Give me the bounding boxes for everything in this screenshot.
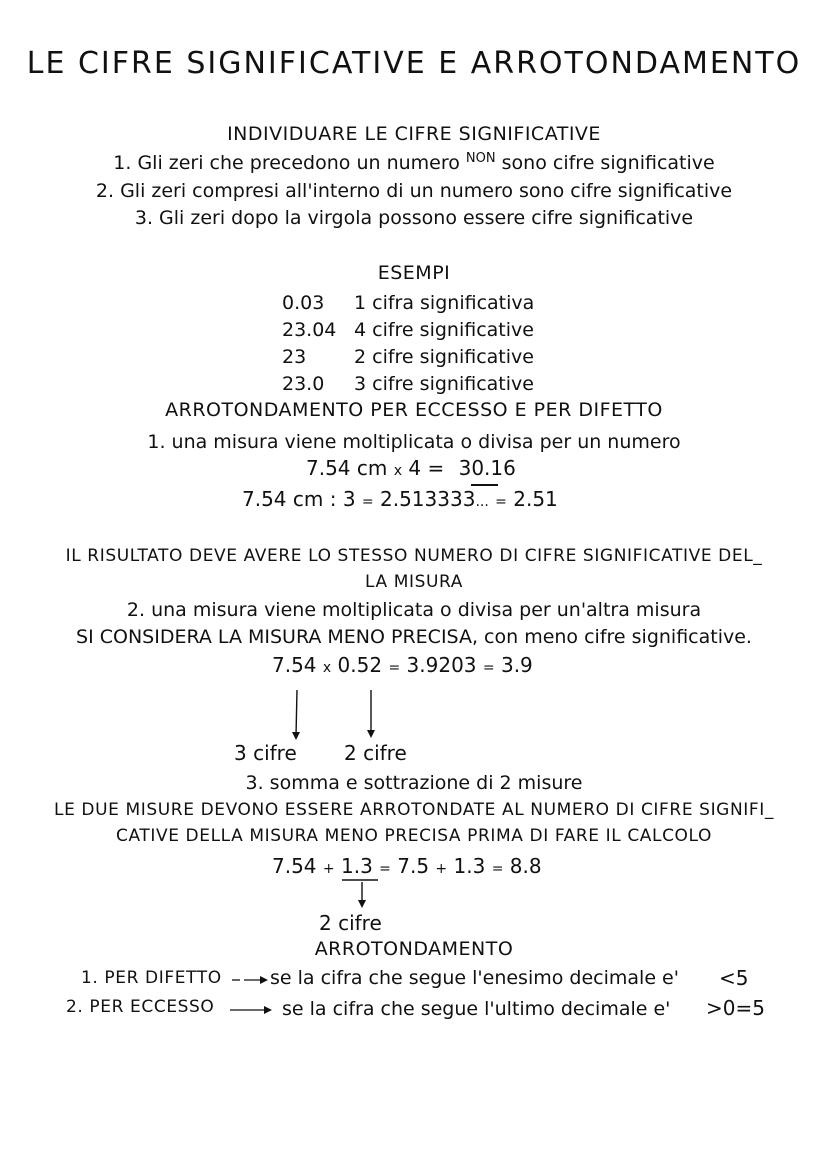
rule-3: 3. Gli zeri dopo la virgola possono essere cifre significative [134,207,694,229]
case-3: 3. somma e sottrazione di 2 misure [245,772,583,794]
equation-3-c: 3.9203 [406,653,477,677]
rule-1-text-b: sono cifre significative [501,152,715,174]
rule-2: 2. Gli zeri compresi all'interno di un numero sono cifre significative [95,180,733,202]
equation-2-a: 7.54 cm : 3 [242,487,356,511]
rounding-rule-2-label: 2. PER ECCESSO [66,997,215,1017]
equation-3-a: 7.54 [272,653,317,677]
note-line-2: LA MISURA [365,572,463,592]
example-description: 4 cifre significative [354,319,534,341]
equation-4-a: 7.54 [272,854,317,878]
page-title: LE CIFRE SIGNIFICATIVE E ARROTONDAMENTO [26,46,802,81]
example-number: 23.04 [282,319,337,341]
rule-1-non: NON [465,151,496,166]
label-2-cifre: 2 cifre [344,741,407,765]
examples-heading: ESEMPI [377,262,451,284]
repeating-decimal-bar [471,484,498,486]
arrow-right-icon [228,1003,274,1017]
example-number: 23.0 [282,373,325,395]
equation-1-a: 7.54 cm [306,456,388,480]
equation-4-b: 1.3 [340,854,373,878]
rounding-rule-1-condition: <5 [719,966,749,990]
example-description: 1 cifra significativa [354,292,535,314]
label-3-cifre: 3 cifre [234,741,297,765]
equals-sign: = [379,861,391,877]
case-2-note: SI CONSIDERA LA MISURA MENO PRECISA, con meno cifre significative. [76,626,752,648]
example-number: 0.03 [282,292,325,314]
equals-sign: = [491,861,504,877]
equation-2-b: 2.513333 [380,487,476,511]
example-number: 23 [282,346,307,368]
rounding-rule-2-text: se la cifra che segue l'ultimo decimale e' [282,998,671,1020]
rule-1 [0,152,828,174]
equation-1-result: 30.16 [458,456,516,480]
arrows-to-digits [280,688,390,744]
arrow-right-icon [230,973,270,987]
multiply-sign: x [322,660,332,676]
rounding-rule-1-text: se la cifra che segue l'enesimo decimale e' [270,967,679,989]
equation-4-result: 8.8 [509,854,542,878]
underline-arrow [336,878,386,912]
equals-sign: = [495,494,507,510]
multiply-sign: x [393,463,403,479]
plus-sign: + [322,861,335,877]
ellipsis: ... [475,494,489,510]
down-arrow-icon [358,882,366,908]
equation-2 [242,487,558,511]
rule-1-text-a: 1. Gli zeri che precedono un numero [113,152,460,174]
equation-1 [306,456,516,480]
example-description: 3 cifre significative [354,373,534,395]
case-2: 2. una misura viene moltiplicata o divisa per un'altra misura [126,599,702,621]
equation-4-d: 1.3 [453,854,486,878]
equation-1-b: 4 = [408,456,445,480]
equation-2-result: 2.51 [513,487,558,511]
equation-4-c: 7.5 [397,854,430,878]
equation-3 [272,653,533,677]
equals-sign: = [482,660,495,676]
down-arrow-icon [367,690,375,738]
case-3-note-line-1: LE DUE MISURE DEVONO ESSERE ARROTONDATE AL NUMERO DI CIFRE SIGNIFI_ [54,800,774,820]
equals-sign: = [388,660,401,676]
rounding-rule-2-condition: >0=5 [706,996,765,1020]
equation-3-b: 0.52 [337,653,383,677]
equation-4 [272,854,542,878]
case-3-note-line-2: CATIVE DELLA MISURA MENO PRECISA PRIMA DI FARE IL CALCOLO [115,826,712,846]
equals-sign: = [361,494,374,510]
rounding-rule-1-label: 1. PER DIFETTO [81,968,222,988]
section-heading-arrotondamento-eccesso-difetto: ARROTONDAMENTO PER ECCESSO E PER DIFETTO [165,399,663,421]
equation-3-result: 3.9 [500,653,533,677]
plus-sign: + [435,861,448,877]
note-line-1: IL RISULTATO DEVE AVERE LO STESSO NUMERO DI CIFRE SIGNIFICATIVE DEL_ [65,546,763,566]
down-arrow-icon [292,690,300,740]
label-2-cifre-sum: 2 cifre [319,911,382,935]
rounding-heading: ARROTONDAMENTO [314,938,514,960]
section-heading-individuare: INDIVIDUARE LE CIFRE SIGNIFICATIVE [227,123,601,145]
example-description: 2 cifre significative [354,346,534,368]
case-1: 1. una misura viene moltiplicata o divisa per un numero [147,431,681,453]
